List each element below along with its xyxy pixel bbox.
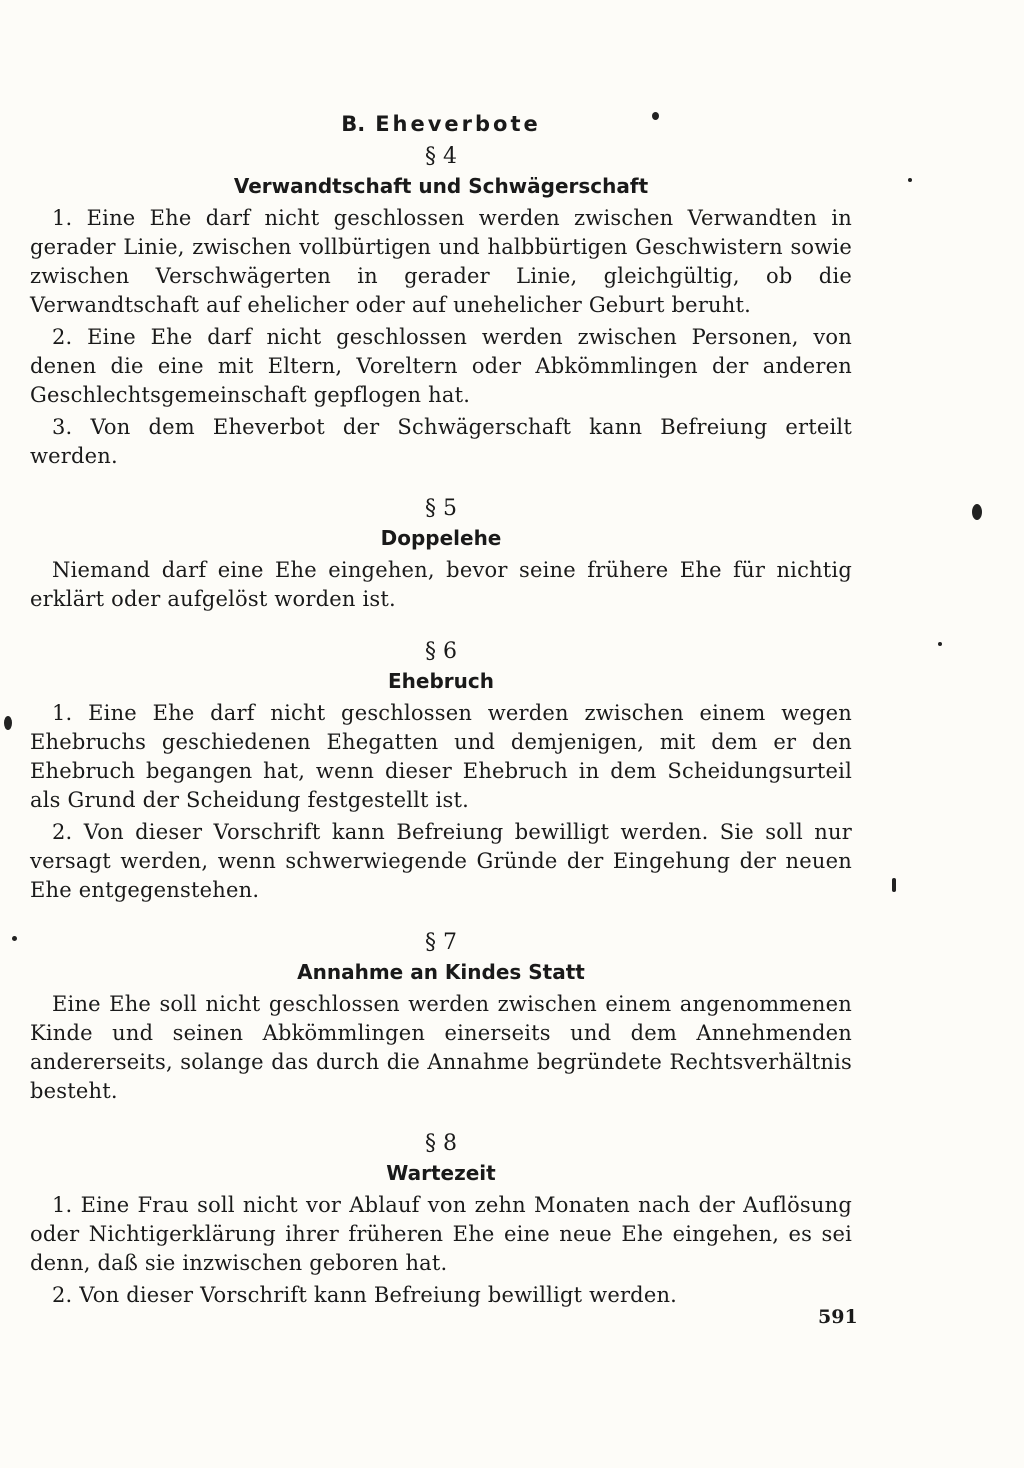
paragraph-title: Verwandtschaft und Schwägerschaft: [233, 174, 649, 198]
paragraph-6: [30, 637, 852, 905]
scan-speck: [892, 878, 896, 892]
section-heading: [30, 112, 852, 136]
scan-speck: [4, 716, 12, 730]
paragraph-4: [30, 142, 852, 471]
clause: Eine Ehe soll nicht geschlossen werden zwischen einem angenommenen Kinde und seinen Abkömmlingen einerseits und dem Annehmenden andererseits, solange das durch die Annahme begründete Rechtsverhältnis besteht.: [30, 992, 852, 1103]
clause: 1. Eine Ehe darf nicht geschlossen werden zwischen einem wegen Ehebruchs geschiedenen Ehegatten und demjenigen, mit dem er den Ehebruch begangen hat, wenn dieser Ehebruch in dem Scheidungsurteil als Grund der Scheidung festgestellt ist.: [30, 701, 852, 812]
paragraph-number: § 7: [425, 930, 457, 955]
scan-speck: [972, 504, 982, 520]
page-content: [30, 112, 852, 1313]
section-title: Eheverbote: [375, 112, 541, 136]
paragraph-title: Ehebruch: [388, 669, 494, 693]
clause: Niemand darf eine Ehe eingehen, bevor seine frühere Ehe für nichtig erklärt oder aufgelöst worden ist.: [30, 558, 852, 611]
clause: 3. Von dem Eheverbot der Schwägerschaft kann Befreiung erteilt werden.: [30, 415, 852, 468]
paragraph-title: Doppelehe: [380, 526, 502, 550]
section-letter: B.: [341, 112, 366, 136]
paragraph-7: [30, 928, 852, 1106]
paragraph-title: Wartezeit: [386, 1161, 496, 1185]
scan-speck: [12, 936, 17, 941]
clause: 1. Eine Ehe darf nicht geschlossen werden zwischen Verwandten in gerader Linie, zwischen vollbürtigen und halbbürtigen Geschwistern sowie zwischen Verschwägerten in gerader Linie, gleichgültig, ob die Verwandtschaft auf ehelicher oder auf unehelicher Geburt beruht.: [30, 206, 852, 317]
clause: 2. Eine Ehe darf nicht geschlossen werden zwischen Personen, von denen die eine mit Eltern, Voreltern oder Abkömmlingen der anderen Geschlechtsgemeinschaft gepflogen hat.: [30, 325, 852, 407]
paragraph-number: § 8: [425, 1131, 457, 1156]
paragraph-number: § 4: [425, 144, 457, 169]
clause: 1. Eine Frau soll nicht vor Ablauf von zehn Monaten nach der Auflösung oder Nichtigerklärung ihrer früheren Ehe eine neue Ehe eingehen, es sei denn, daß sie inzwischen geboren hat.: [30, 1193, 852, 1275]
paragraph-number: § 6: [425, 639, 457, 664]
paragraph-5: [30, 494, 852, 614]
paragraph-number: § 5: [425, 496, 457, 521]
paragraph-title: Annahme an Kindes Statt: [297, 960, 585, 984]
scan-speck: [908, 178, 912, 182]
paragraph-8: [30, 1129, 852, 1310]
clause: 2. Von dieser Vorschrift kann Befreiung bewilligt werden.: [52, 1283, 678, 1307]
clause: 2. Von dieser Vorschrift kann Befreiung bewilligt werden. Sie soll nur versagt werden, wenn schwerwiegende Gründe der Eingehung der neuen Ehe entgegenstehen.: [30, 820, 852, 902]
scan-speck: [938, 642, 942, 646]
scan-speck: [652, 112, 659, 120]
page-number: 591: [818, 1306, 858, 1328]
